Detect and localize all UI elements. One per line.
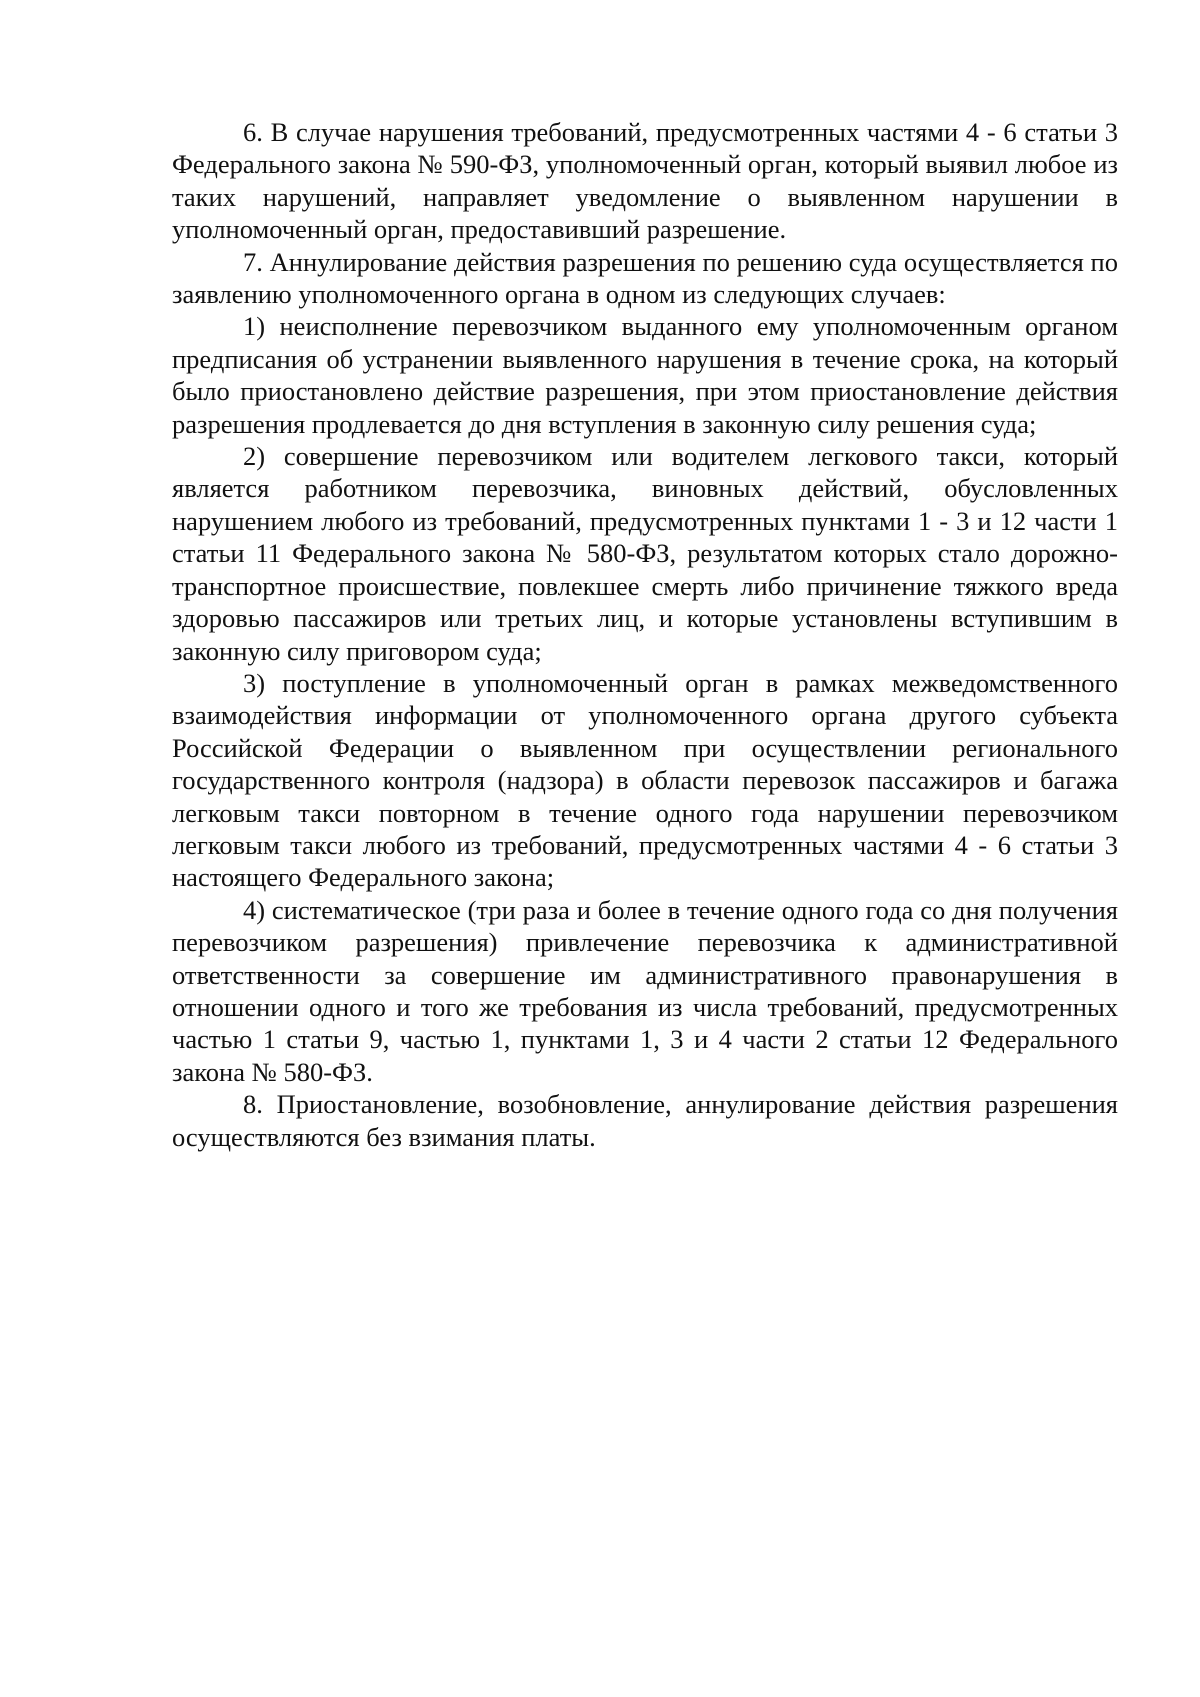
paragraph-subitem-4: 4) систематическое (три раза и более в течение одного года со дня получения перевозчиком разрешения) привлечение перевозчика к административной ответственности за совершение им административного правонарушения в отношении одного и того же требования из числа требований, предусмотренных частью 1 статьи 9, частью 1, пунктами 1, 3 и 4 части 2 статьи 12 Федерального закона № 580-ФЗ.: [172, 894, 1118, 1087]
paragraph-item-8: 8. Приостановление, возобновление, аннулирование действия разрешения осуществляются без взимания платы.: [172, 1089, 1118, 1152]
paragraph-subitem-3: 3) поступление в уполномоченный орган в рамках межведомственного взаимодействия информации от уполномоченного органа другого субъекта Российской Федерации о выявленном при осуществлении регионального государственного контроля (надзора) в области перевозок пассажиров и багажа легковым такси повторном в течение одного года нарушении перевозчиком легковым такси любого из требований, предусмотренных частями 4 - 6 статьи 3 настоящего Федерального закона;: [172, 667, 1118, 893]
paragraph-subitem-1: 1) неисполнение перевозчиком выданного ему уполномоченным органом предписания об устранении выявленного нарушения в течение срока, на который было приостановлено действие разрешения, при этом приостановление действия разрешения продлевается до дня вступления в законную силу решения суда;: [172, 311, 1118, 439]
paragraph-item-6: 6. В случае нарушения требований, предусмотренных частями 4 - 6 статьи 3 Федерального закона № 590-ФЗ, уполномоченный орган, который выявил любое из таких нарушений, направляет уведомление о выявленном нарушении в уполномоченный орган, предоставивший разрешение.: [172, 117, 1118, 245]
document-body: [172, 116, 1118, 1153]
paragraph-item-7: 7. Аннулирование действия разрешения по решению суда осуществляется по заявлению уполномоченного органа в одном из следующих случаев:: [172, 246, 1118, 310]
paragraph-subitem-2: 2) совершение перевозчиком или водителем легкового такси, который является работником перевозчика, виновных действий, обусловленных нарушением любого из требований, предусмотренных пунктами 1 - 3 и 12 части 1 статьи 11 Федерального закона № 580-ФЗ, результатом которых стало дорожно-транспортное происшествие, повлекшее смерть либо причинение тяжкого вреда здоровью пассажиров или третьих лиц, и которые установлены вступившим в законную силу приговором суда;: [172, 441, 1118, 666]
